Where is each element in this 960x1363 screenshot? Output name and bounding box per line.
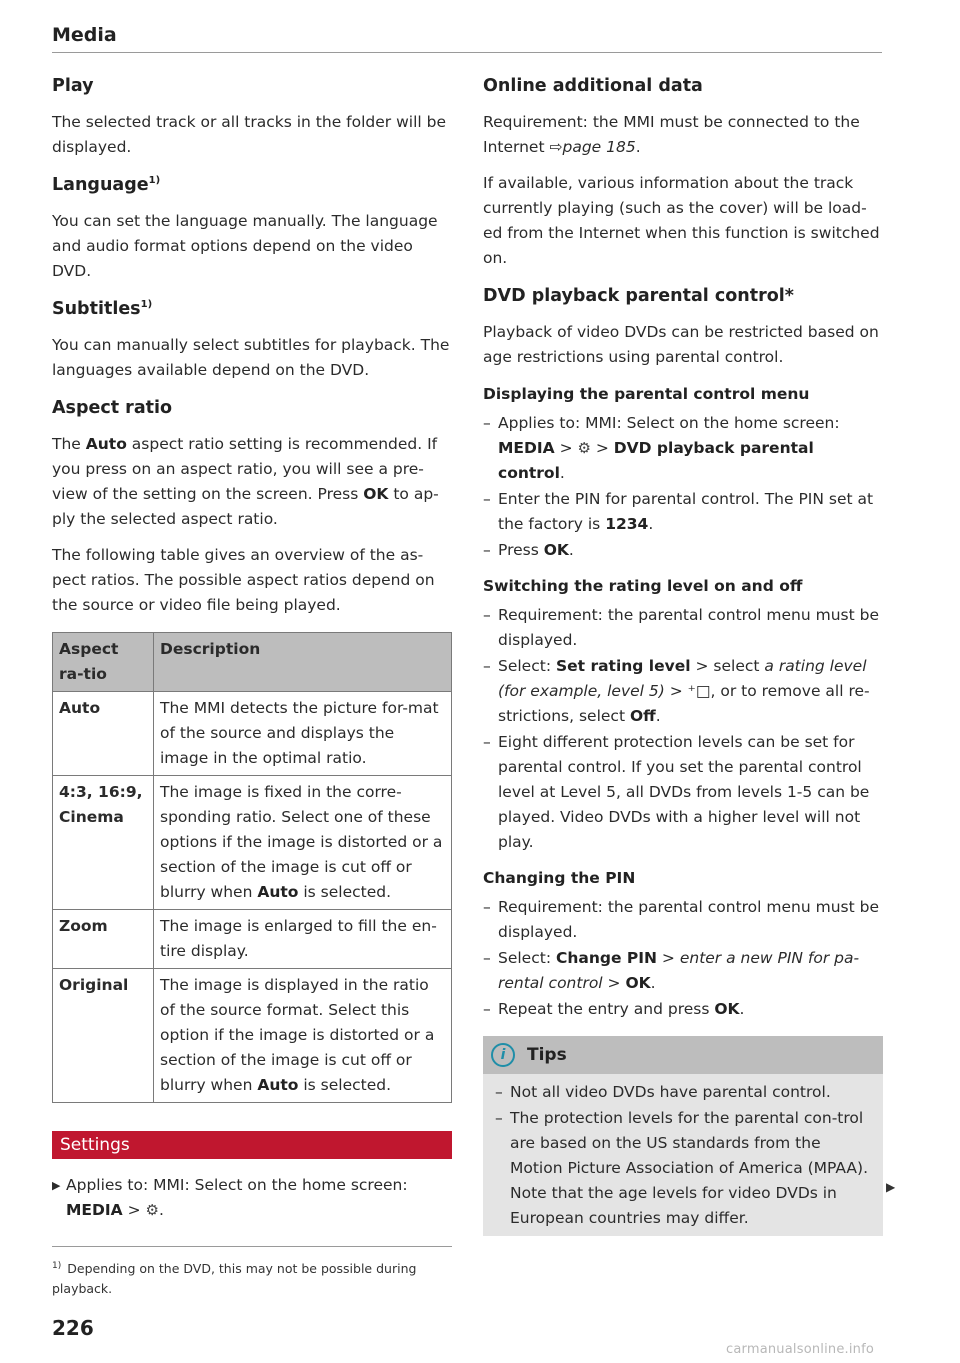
text-run: Press bbox=[498, 541, 544, 559]
text-run: > bbox=[656, 949, 680, 967]
list-item bbox=[483, 654, 883, 729]
text-run: . bbox=[559, 464, 565, 482]
online-text-1 bbox=[483, 110, 883, 160]
left-column bbox=[52, 72, 452, 1223]
page-ref-arrow-icon: ⇨ bbox=[549, 138, 563, 156]
tips-body bbox=[483, 1074, 883, 1236]
text-run: The MMI detects the picture for-mat of the source and displays the image in the optimal ratio. bbox=[160, 699, 439, 767]
display-menu-heading: Displaying the parental control menu bbox=[483, 385, 810, 403]
table-header-row bbox=[53, 633, 452, 692]
text-run: aspect ratio setting is recommended. If you press on an aspect ratio, you will see a pre-view of the setting on the screen. Press bbox=[52, 435, 438, 503]
aspect-section bbox=[52, 394, 452, 618]
settings-banner: Settings bbox=[52, 1131, 452, 1159]
text-run: . bbox=[655, 707, 661, 725]
aspect-ratio-table bbox=[52, 632, 452, 1103]
list-item bbox=[483, 946, 883, 996]
online-heading: Online additional data bbox=[483, 76, 703, 96]
text-run: to ap-ply the selected aspect ratio. bbox=[52, 485, 439, 528]
subtitles-text: You can manually select subtitles for playback. The languages available depend on the DVD. bbox=[52, 336, 450, 379]
language-heading bbox=[52, 171, 452, 199]
text-run: > bbox=[590, 439, 614, 457]
text-run: is selected. bbox=[298, 1076, 392, 1094]
text-bold: Auto bbox=[85, 435, 127, 453]
aspect-heading: Aspect ratio bbox=[52, 398, 173, 418]
table-cell-key: Zoom bbox=[53, 910, 154, 969]
rating-section bbox=[483, 573, 883, 855]
right-column bbox=[483, 72, 883, 1236]
table-cell-key: Original bbox=[53, 969, 154, 1103]
rating-list bbox=[483, 603, 883, 855]
text-bold: 1234 bbox=[605, 515, 649, 533]
text-bold: OK bbox=[714, 1000, 740, 1018]
list-item: – Requirement: the parental control menu must be displayed. bbox=[483, 895, 883, 945]
table-row bbox=[53, 969, 452, 1103]
text-bold: MEDIA bbox=[498, 439, 555, 457]
text-run: Select: bbox=[498, 949, 556, 967]
table-cell-key: Auto bbox=[53, 692, 154, 776]
list-item: – Not all video DVDs have parental control. bbox=[495, 1080, 873, 1105]
list-item: – Requirement: the parental control menu must be displayed. bbox=[483, 603, 883, 653]
text-run: > bbox=[602, 974, 626, 992]
text-run: Repeat the entry and press bbox=[498, 1000, 715, 1018]
language-heading-text: Language bbox=[52, 175, 149, 195]
rating-heading: Switching the rating level on and off bbox=[483, 577, 803, 595]
text-bold: OK bbox=[625, 974, 651, 992]
gear-icon: ⚙ bbox=[145, 1201, 159, 1219]
footnote-marker: 1) bbox=[52, 1261, 62, 1271]
text-run: > select bbox=[690, 657, 765, 675]
page-header-title: Media bbox=[52, 24, 117, 46]
footnote-text: Depending on the DVD, this may not be possible during playback. bbox=[52, 1261, 417, 1297]
text-run: Select: bbox=[498, 657, 556, 675]
settings-instruction bbox=[52, 1173, 452, 1223]
display-menu-section bbox=[483, 381, 883, 563]
confirm-symbol-icon: ⁺□ bbox=[687, 682, 711, 700]
header-divider bbox=[52, 52, 882, 53]
text-bold: Auto bbox=[257, 1076, 299, 1094]
text-bold: DVD playback parental control bbox=[498, 439, 814, 482]
list-item bbox=[483, 997, 883, 1022]
language-text: You can set the language manually. The language and audio format options depend on the video DVD. bbox=[52, 212, 438, 280]
tips-list bbox=[495, 1080, 873, 1231]
list-item bbox=[483, 538, 883, 563]
table-header-aspect: Aspect ra-tio bbox=[53, 633, 154, 692]
page-link[interactable]: page 185 bbox=[562, 138, 636, 156]
text-bold: Auto bbox=[257, 883, 299, 901]
online-text-2: If available, various information about the track currently playing (such as the cover) will be load-ed from the Internet when this function is switched on. bbox=[483, 174, 880, 267]
arrow-bullet-icon: ▶ bbox=[52, 1179, 61, 1192]
tips-header bbox=[483, 1036, 883, 1074]
text-italic: a rating level (for example, level 5) bbox=[498, 657, 867, 700]
text-run: . bbox=[739, 1000, 745, 1018]
text-run: Enter the PIN for parental control. The PIN set at the factory is bbox=[498, 490, 874, 533]
text-run: . bbox=[568, 541, 574, 559]
language-section bbox=[52, 171, 452, 284]
text-run: . bbox=[158, 1201, 164, 1219]
dvd-heading: DVD playback parental control* bbox=[483, 286, 794, 306]
text-run: Applies to: MMI: Select on the home screen: bbox=[498, 414, 840, 432]
text-italic: enter a new PIN for pa-rental control bbox=[498, 949, 860, 992]
text-run: > bbox=[122, 1201, 146, 1219]
watermark: carmanualsonline.info bbox=[726, 1342, 875, 1357]
text-bold: MEDIA bbox=[66, 1201, 123, 1219]
continue-arrow-icon: ▶ bbox=[886, 1180, 896, 1194]
text-bold: Set rating level bbox=[555, 657, 691, 675]
page-number: 226 bbox=[52, 1316, 94, 1340]
text-run: > bbox=[664, 682, 688, 700]
pin-section bbox=[483, 865, 883, 1022]
text-run: . bbox=[648, 515, 654, 533]
pin-list bbox=[483, 895, 883, 1022]
subtitles-heading bbox=[52, 295, 452, 323]
table-cell-key: 4:3, 16:9, Cinema bbox=[53, 776, 154, 910]
text-run: > bbox=[554, 439, 578, 457]
tips-title: Tips bbox=[527, 1045, 567, 1065]
table-row bbox=[53, 910, 452, 969]
list-item bbox=[483, 487, 883, 537]
table-cell-desc bbox=[154, 910, 452, 969]
text-run: The image is enlarged to fill the en-tire display. bbox=[160, 917, 437, 960]
display-menu-list bbox=[483, 411, 883, 563]
list-item: – Eight different protection levels can be set for parental control. If you set the parental control level at Level 5, all DVDs from levels 1-5 can be played. Video DVDs with a higher level will not play. bbox=[483, 730, 883, 855]
subtitles-section bbox=[52, 295, 452, 383]
table-cell-desc bbox=[154, 692, 452, 776]
list-item bbox=[483, 411, 883, 486]
text-run: , or to remove all re-strictions, select bbox=[498, 682, 870, 725]
table-cell-desc bbox=[154, 776, 452, 910]
text-bold: Change PIN bbox=[555, 949, 657, 967]
table-header-description: Description bbox=[154, 633, 452, 692]
text-run: The image is fixed in the corre-sponding ratio. Select one of these options if the image is distorted or a section of the image is cut off or blurry when bbox=[160, 783, 443, 901]
aspect-text-1 bbox=[52, 432, 452, 532]
info-icon: i bbox=[491, 1043, 515, 1067]
play-text: The selected track or all tracks in the folder will be displayed. bbox=[52, 113, 446, 156]
play-heading: Play bbox=[52, 76, 94, 96]
online-section bbox=[483, 72, 883, 271]
subtitles-heading-text: Subtitles bbox=[52, 299, 141, 319]
footnote bbox=[52, 1256, 452, 1299]
text-run: Applies to: MMI: Select on the home screen: bbox=[66, 1176, 408, 1194]
text-run: . bbox=[650, 974, 656, 992]
tips-box bbox=[483, 1036, 883, 1236]
list-item: – The protection levels for the parental con-trol are based on the US standards from the Motion Picture Association of America (MPAA). Note that the age levels for video DVDs in European countries may differ. bbox=[495, 1106, 873, 1231]
dvd-text: Playback of video DVDs can be restricted based on age restrictions using parental control. bbox=[483, 323, 879, 366]
text-bold: OK bbox=[543, 541, 569, 559]
text-bold: OK bbox=[363, 485, 389, 503]
text-bold: Off bbox=[629, 707, 656, 725]
pin-heading: Changing the PIN bbox=[483, 869, 636, 887]
text-run: Requirement: the MMI must be connected to the Internet bbox=[483, 113, 860, 156]
play-section bbox=[52, 72, 452, 160]
gear-icon: ⚙ bbox=[577, 439, 591, 457]
text-run: The bbox=[52, 435, 86, 453]
footnote-ref: 1) bbox=[140, 299, 153, 311]
footnote-divider bbox=[52, 1246, 452, 1247]
footnote-ref: 1) bbox=[148, 175, 161, 187]
table-row bbox=[53, 776, 452, 910]
text-run: is selected. bbox=[298, 883, 392, 901]
text-run: . bbox=[635, 138, 641, 156]
dvd-section bbox=[483, 282, 883, 370]
text-run: The image is displayed in the ratio of the source format. Select this option if the image is distorted or a section of the image is cut off or blurry when bbox=[160, 976, 435, 1094]
aspect-text-2: The following table gives an overview of the as-pect ratios. The possible aspect ratios depend on the source or video file being played. bbox=[52, 546, 435, 614]
table-cell-desc bbox=[154, 969, 452, 1103]
table-row bbox=[53, 692, 452, 776]
